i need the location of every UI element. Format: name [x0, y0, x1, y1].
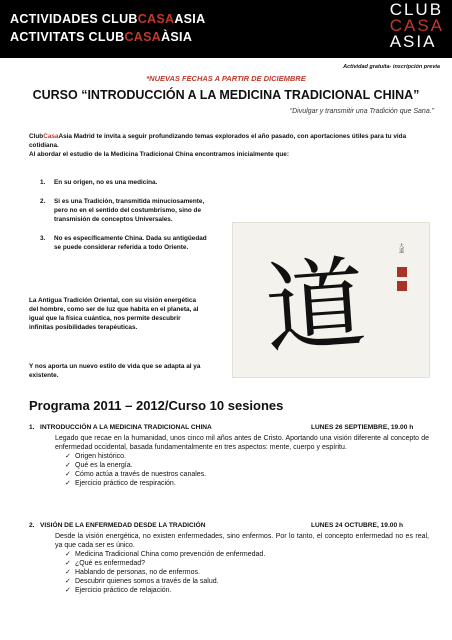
- dao-calligraphy-glyph: 道: [261, 244, 370, 369]
- list-item: ✓ Origen histórico.: [65, 453, 126, 460]
- list-item: ✓ Cómo actúa a través de nuestros canales.: [65, 471, 207, 478]
- list-item: ✓ ¿Qué es enfermedad?: [65, 560, 146, 567]
- list-item: ✓ Qué es la energía.: [65, 462, 133, 469]
- header-title-es: ACTIVIDADES CLUBCASAASIA: [10, 12, 206, 26]
- free-activity-note: Actividad gratuita- inscripción previa: [343, 64, 440, 70]
- session-2: [29, 522, 429, 595]
- header-title-ca: ACTIVITATS CLUBCASAÀSIA: [10, 30, 193, 44]
- session-1: [29, 424, 429, 488]
- checkmark-icon: ✓: [65, 551, 71, 558]
- new-dates-notice: *NUEVAS FECHAS A PARTIR DE DICIEMBRE: [146, 74, 306, 83]
- seal-stamps: [397, 242, 407, 291]
- intro-paragraph: ClubCasaAsia Madrid te invita a seguir profundizando temas explorados el año pasado, con aportaciones útiles para tu vida cotidiana. Al abordar el estudio de la Medicina Tradicional China encontramos inicialmente que:: [29, 133, 407, 158]
- session-topics: [29, 452, 429, 488]
- course-title: CURSO “INTRODUCCIÓN A LA MEDICINA TRADICIONAL CHINA”: [32, 88, 420, 102]
- club-casa-asia-logo: CLUB CASA ASIA: [389, 0, 444, 51]
- tradition-paragraph: La Antigua Tradición Oriental, con su visión energética del hombre, como ser de luz que habita en el planeta, al igual que la física cuántica, nos permite descubrir infinitas posibilidades terapéuticas.: [29, 297, 199, 331]
- checkmark-icon: ✓: [65, 569, 71, 576]
- header-banner: [0, 0, 452, 58]
- list-item: ✓ Medicina Tradicional China como prevención de enfermedad.: [65, 551, 266, 558]
- session-description: Legado que recae en la humanidad, unos cinco mil años antes de Cristo. Aportando una visión diferente al concepto de enfermedad occidental, basada fundamentalmente en tres aspectos: mente, cuerpo y espíritu.: [55, 435, 429, 451]
- checkmark-icon: ✓: [65, 480, 71, 487]
- program-title: Programa 2011 – 2012/Curso 10 sesiones: [29, 398, 284, 413]
- checkmark-icon: ✓: [65, 462, 71, 469]
- list-item: 2. Si es una Tradición, transmitida minuciosamente, pero no en el sentido del costumbrismo, sino de transmisión de conceptos Universales.: [40, 198, 205, 223]
- checkmark-icon: ✓: [65, 587, 71, 594]
- course-subtitle: “Divulgar y transmitir una Tradición que Sana.”: [289, 108, 434, 115]
- session-topics: [29, 550, 429, 595]
- list-item: ✓ Descubrir quienes somos a través de la salud.: [65, 578, 219, 585]
- checkmark-icon: ✓: [65, 471, 71, 478]
- checkmark-icon: ✓: [65, 560, 71, 567]
- checkmark-icon: ✓: [65, 578, 71, 585]
- svg-text:大道: 大道: [398, 243, 404, 253]
- session-header: 2. VISIÓN DE LA ENFERMEDAD DESDE LA TRADICIÓN LUNES 24 OCTUBRE, 19.00 h: [29, 522, 403, 529]
- list-item: ✓ Ejercicio práctico de relajación.: [65, 587, 172, 594]
- session-description: Desde la visión energética, no existen enfermedades, sino enfermos. Por lo tanto, el concepto enfermedad no es real, ya que cada ser es único.: [55, 533, 429, 549]
- list-item: ✓ Ejercicio práctico de respiración.: [65, 480, 176, 487]
- session-header: 1. INTRODUCCIÓN A LA MEDICINA TRADICIONAL CHINA LUNES 26 SEPTIEMBRE, 19.00 h: [29, 424, 414, 431]
- list-item: 3. No es específicamente China. Dada su antigüedad se puede considerar referida a todo Oriente.: [40, 235, 207, 251]
- calligraphy-image: [232, 222, 430, 378]
- list-item: 1. En su origen, no es una medicina.: [40, 179, 158, 186]
- key-points-list: [40, 178, 210, 262]
- checkmark-icon: ✓: [65, 453, 71, 460]
- list-item: ✓ Hablando de personas, no de enfermos.: [65, 569, 200, 576]
- lifestyle-paragraph: Y nos aporta un nuevo estilo de vida que se adapta al ya existente.: [29, 363, 201, 379]
